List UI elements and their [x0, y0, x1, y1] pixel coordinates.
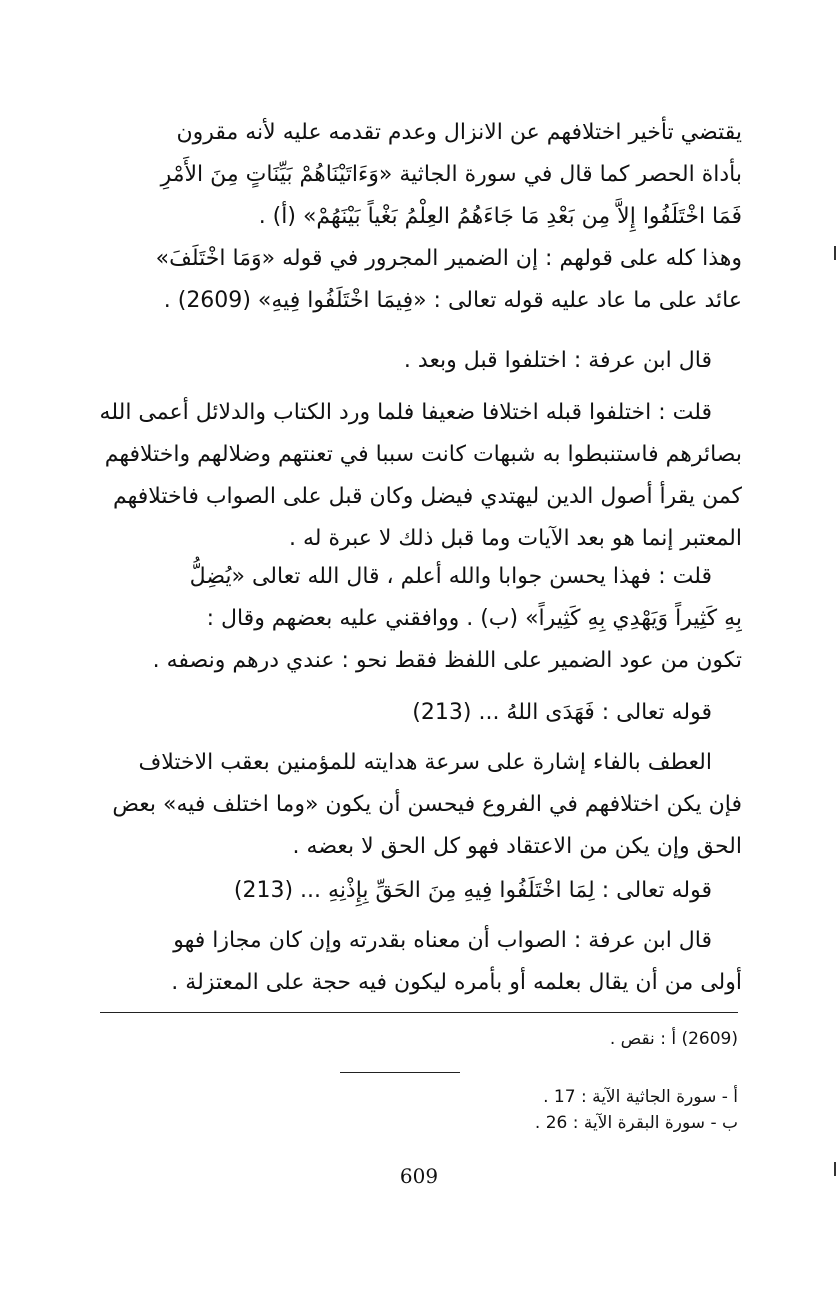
text-line: كمن يقرأ أصول الدين ليهتدي فيضل وكان قبل على الصواب فاختلافهم: [112, 484, 742, 509]
references-separator: [340, 1072, 460, 1073]
text-line: قلت : اختلفوا قبله اختلافا ضعيفا فلما ورد الكتاب والدلائل أعمى الله: [99, 400, 712, 425]
text-line: بِهِ كَثِيراً وَيَهْدِي بِهِ كَثِيراً» (ب) . ووافقني عليه بعضهم وقال :: [206, 606, 742, 631]
paragraph-6: [62, 742, 742, 868]
scan-edge-mark: [834, 1162, 836, 1176]
text-line: الحق وإن يكن من الاعتقاد فهو كل الحق لا بعضه .: [292, 834, 742, 859]
text-line: أولى من أن يقال بعلمه أو بأمره ليكون فيه حجة على المعتزلة .: [171, 970, 742, 995]
text-line: المعتبر إنما هو بعد الآيات وما قبل ذلك لا عبرة له .: [288, 526, 742, 551]
verse-heading-2: [62, 870, 742, 912]
text-line: قال ابن عرفة : الصواب أن معناه بقدرته وإن كان مجازا فهو: [173, 928, 712, 953]
text-line: بأداة الحصر كما قال في سورة الجاثية «وَءَاتَيْنَاهُمْ بَيِّنَاتٍ مِنَ الأَمْرِ: [160, 162, 742, 187]
text-line: يقتضي تأخير اختلافهم عن الانزال وعدم تقدمه عليه لأنه مقرون: [176, 120, 742, 145]
reference-a: أ - سورة الجاثية الآية : 17 .: [543, 1087, 738, 1107]
text-line: تكون من عود الضمير على اللفظ فقط نحو : عندي درهم ونصفه .: [152, 648, 742, 673]
paragraph-1: [62, 112, 742, 322]
verse-heading-1: [62, 692, 742, 734]
text-line: فَمَا اخْتَلَفُوا إِلاَّ مِن بَعْدِ مَا جَاءَهُمُ العِلْمُ بَغْياً بَيْنَهُمْ» (أ) .: [258, 204, 742, 229]
paragraph-2: [62, 340, 742, 382]
text-line: فإن يكن اختلافهم في الفروع فيحسن أن يكون «وما اختلف فيه» بعض: [112, 792, 742, 817]
paragraph-4: [62, 556, 742, 682]
footnote-separator: [100, 1012, 738, 1013]
text-line: بصائرهم فاستنبطوا به شبهات كانت سببا في تعنتهم وضلالهم واختلافهم: [104, 442, 742, 467]
page-number: 609: [399, 1164, 439, 1188]
text-line: قال ابن عرفة : اختلفوا قبل وبعد .: [403, 348, 712, 373]
footnote: (2609) أ : نقص .: [609, 1029, 738, 1049]
text-line: وهذا كله على قولهم : إن الضمير المجرور في قوله «وَمَا اخْتَلَفَ»: [155, 246, 742, 271]
text-line: قوله تعالى : لِمَا اخْتَلَفُوا فِيهِ مِنَ الحَقِّ بِإِذْنِهِ ... (213): [233, 878, 712, 903]
paragraph-3: [62, 392, 742, 560]
text-line: قلت : فهذا يحسن جوابا والله أعلم ، قال الله تعالى «يُضِلُّ: [189, 564, 712, 589]
text-line: قوله تعالى : فَهَدَى اللهُ ... (213): [412, 700, 712, 725]
reference-b: ب - سورة البقرة الآية : 26 .: [534, 1113, 738, 1133]
text-line: عائد على ما عاد عليه قوله تعالى : «فِيمَا اخْتَلَفُوا فِيهِ» (2609) .: [163, 288, 742, 313]
text-line: العطف بالفاء إشارة على سرعة هدايته للمؤمنين بعقب الاختلاف: [138, 750, 712, 775]
scan-edge-mark: [834, 246, 836, 260]
paragraph-8: [62, 920, 742, 1004]
